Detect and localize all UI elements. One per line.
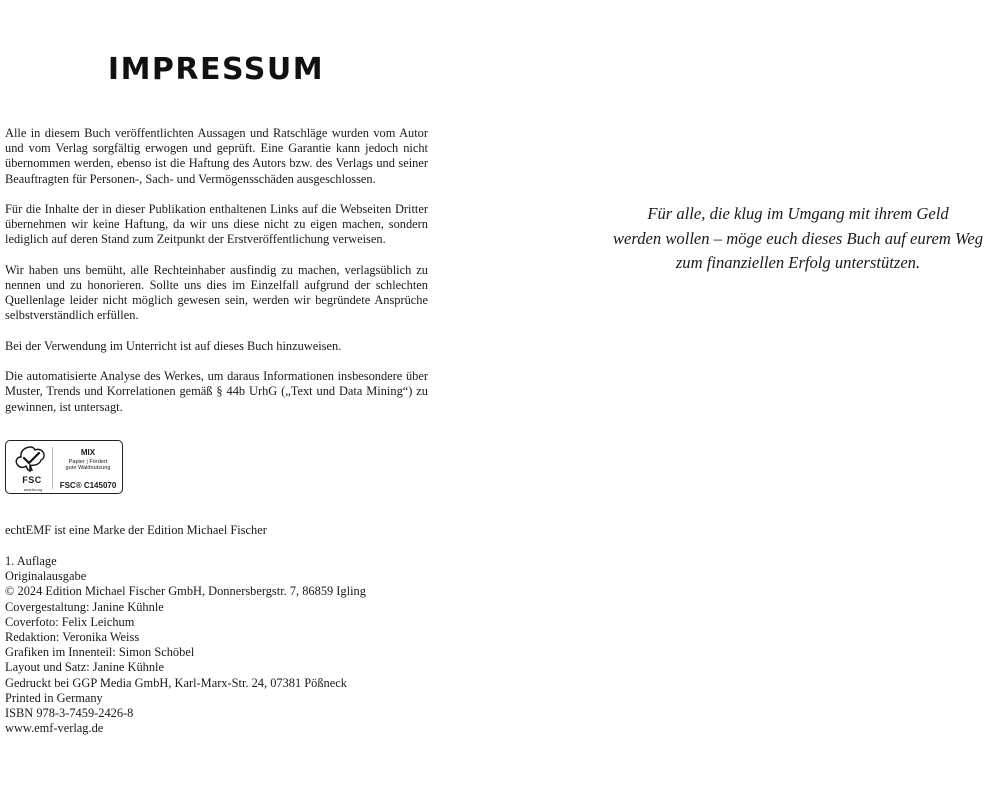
dedication-line: werden wollen – möge euch dieses Buch auf eurem Weg <box>612 228 984 248</box>
page-title: IMPRESSUM <box>107 52 325 87</box>
rights-paragraph: Wir haben uns bemüht, alle Rechteinhaber ausfindig zu machen, verlagsüblich zu nennen und zu honorieren. Sollte uns dies im Einzelfall aufgrund der schlechten Quellenlage leider nicht möglich gewesen sein, werden wir begründete Ansprüche selbstverständlich erfüllen. <box>5 262 428 323</box>
fsc-mix-label: MIX <box>80 448 96 457</box>
credit-line: 1. Auflage <box>5 554 57 568</box>
fsc-license-code: FSC® C145070 <box>59 481 117 490</box>
links-paragraph: Für die Inhalte der in dieser Publikation enthaltenen Links auf die Webseiten Dritter übernehmen wir keine Haftung, da wir uns diese nicht zu eigen machen, sondern lediglich auf deren Stand zum Zeitpunkt der Erstveröffentlichung verweisen. <box>5 202 428 247</box>
credit-line: Redaktion: Veronika Weiss <box>5 630 140 645</box>
credit-line: Coverfoto: Felix Leichum <box>5 614 135 629</box>
dedication-line: zum finanziellen Erfolg unterstützen. <box>675 253 921 272</box>
credit-line: Covergestaltung: Janine Kühnle <box>5 599 164 614</box>
legal-text <box>5 126 428 430</box>
credit-line: Originalausgabe <box>5 569 87 584</box>
disclaimer-paragraph: Alle in diesem Buch veröffentlichten Aussagen und Ratschläge wurden vom Autor und vom Verlag sorgfältig erwogen und geprüft. Eine Garantie kann jedoch nicht übernommen werden, ebenso ist die Haftung des Autors bzw. des Verlags und seiner Beauftragten für Personen-, Sach- und Vermögensschäden ausgeschlossen. <box>5 126 428 186</box>
fsc-logo <box>5 440 123 494</box>
fsc-paper-line-2: gute Waldnutzung <box>65 465 111 472</box>
credit-line: Gedruckt bei GGP Media GmbH, Karl-Marx-Str. 24, 07381 Pößneck <box>5 675 347 690</box>
credit-line: Grafiken im Innenteil: Simon Schöbel <box>5 645 195 660</box>
fsc-url: www.fsc.org <box>23 488 43 492</box>
text-data-mining-paragraph: Die automatisierte Analyse des Werkes, um daraus Informationen insbesondere über Muster, Trends und Korrelationen gemäß § 44b UrhG („Text und Data Mining“) zu gewinnen, ist untersagt. <box>5 369 428 414</box>
fsc-paper-text <box>54 459 122 471</box>
fsc-divider <box>52 447 53 489</box>
credit-line: Layout und Satz: Janine Kühnle <box>5 660 164 675</box>
credit-line: www.emf-verlag.de <box>5 721 104 736</box>
dedication-text <box>588 202 1000 276</box>
credits-list <box>5 554 435 736</box>
fsc-letters: FSC <box>22 475 42 485</box>
fsc-tree-check-icon <box>10 444 52 492</box>
credit-line: ISBN 978-3-7459-2426-8 <box>5 706 134 721</box>
education-paragraph: Bei der Verwendung im Unterricht ist auf dieses Buch hinzuweisen. <box>5 338 342 353</box>
dedication-page <box>500 0 1000 800</box>
credit-line: Printed in Germany <box>5 690 103 705</box>
credit-line: © 2024 Edition Michael Fischer GmbH, Donnersbergstr. 7, 86859 Igling <box>5 584 366 599</box>
dedication-line: Für alle, die klug im Umgang mit ihrem Geld <box>647 204 949 223</box>
fsc-paper-line-1: Papier | Fördert <box>68 459 108 465</box>
brand-note: echtEMF ist eine Marke der Edition Michael Fischer <box>5 523 267 537</box>
